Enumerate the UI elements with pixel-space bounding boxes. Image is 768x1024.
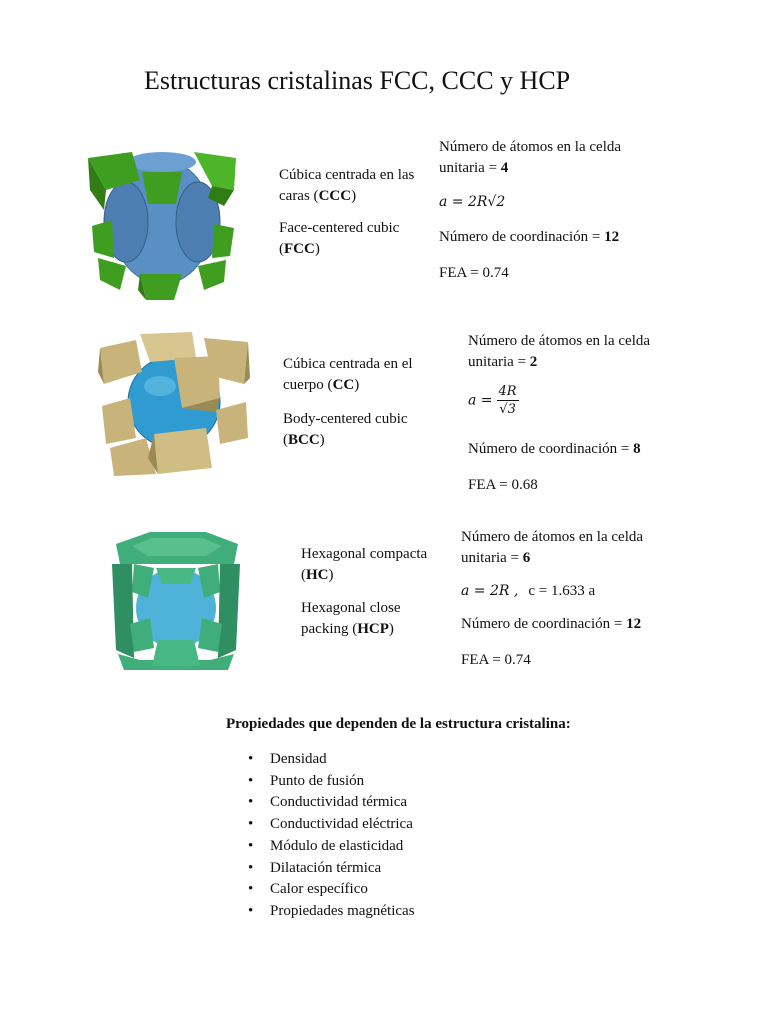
properties-heading: Propiedades que dependen de la estructura cristalina: [226, 716, 571, 732]
list-item: • Punto de fusión [248, 771, 415, 793]
bcc-coordination [468, 439, 641, 460]
list-item: • Dilatación térmica [248, 858, 415, 880]
hcp-formula-c: c = 1.633 a [528, 583, 596, 599]
bcc-atoms [468, 331, 668, 373]
bcc-formula-numerator: 4R [498, 384, 517, 399]
hcp-name-es-abbr: HC [306, 567, 329, 583]
hcp-fea: FEA = 0.74 [461, 652, 531, 668]
hcp-name-es [301, 544, 431, 586]
hcp-formula-a: a = 2R , [461, 583, 519, 599]
list-item: • Calor específico [248, 879, 415, 901]
bcc-coord-value: 8 [633, 441, 641, 457]
fcc-fea: FEA = 0.74 [439, 265, 509, 281]
fcc-name-en-text: Face-centered cubic ( [279, 220, 400, 257]
hcp-atoms-label: Número de átomos en la celda unitaria = [461, 529, 644, 566]
list-item: • Densidad [248, 749, 415, 771]
fcc-name-en [279, 218, 419, 260]
bcc-formula-denominator: √3 [499, 402, 516, 417]
bcc-name-es-text: Cúbica centrada en el cuerpo ( [283, 356, 413, 393]
page-title: Estructuras cristalinas FCC, CCC y HCP [144, 66, 571, 95]
bcc-name-en-abbr: BCC [288, 432, 320, 448]
fcc-atoms [439, 137, 639, 179]
hcp-name-es-text: Hexagonal compacta ( [301, 546, 428, 583]
hcp-name-en-suffix: ) [388, 621, 394, 637]
bcc-name-es-suffix: ) [354, 377, 360, 393]
bcc-formula-lhs: a = [468, 392, 493, 409]
bcc-coord-label: Número de coordinación = [468, 441, 634, 457]
bcc-formula [468, 384, 519, 417]
bcc-name-es-abbr: CC [332, 377, 355, 393]
bcc-name-es [283, 354, 423, 396]
hcp-atoms-value: 6 [522, 550, 531, 566]
bcc-name-en-suffix: ) [319, 432, 325, 448]
fcc-coord-value: 12 [604, 229, 620, 245]
fcc-name-en-suffix: ) [314, 241, 320, 257]
hcp-name-en-abbr: HCP [357, 621, 389, 637]
list-item: • Conductividad térmica [248, 792, 415, 814]
hcp-formula [461, 581, 595, 602]
bcc-atoms-label: Número de átomos en la celda unitaria = [468, 333, 651, 370]
fcc-name-es-text: Cúbica centrada en las caras ( [279, 167, 415, 204]
bcc-name-en [283, 409, 413, 451]
hcp-atoms [461, 527, 661, 569]
bcc-name-en-text: Body-centered cubic ( [283, 411, 408, 448]
fcc-name-en-abbr: FCC [284, 241, 315, 257]
fcc-name-es-abbr: CCC [318, 188, 352, 204]
fcc-atoms-label: Número de átomos en la celda unitaria = [439, 139, 622, 176]
hcp-name-es-suffix: ) [328, 567, 334, 583]
hcp-name-en-text: Hexagonal close packing ( [301, 600, 401, 637]
bcc-fea: FEA = 0.68 [468, 477, 538, 493]
fcc-formula: a = 2R√2 [439, 194, 506, 210]
list-item: • Conductividad eléctrica [248, 814, 415, 836]
bcc-unit-cell-image [96, 328, 252, 478]
fcc-coord-label: Número de coordinación = [439, 229, 605, 245]
bcc-formula-fraction [497, 384, 519, 417]
hcp-coord-value: 12 [626, 616, 642, 632]
fcc-atoms-value: 4 [500, 160, 509, 176]
hcp-unit-cell-image [110, 528, 242, 674]
list-item: • Módulo de elasticidad [248, 836, 415, 858]
hcp-coord-label: Número de coordinación = [461, 616, 627, 632]
hcp-coordination [461, 614, 641, 635]
fcc-coordination [439, 227, 619, 248]
fcc-name-es-suffix: ) [351, 188, 357, 204]
hcp-name-en [301, 598, 431, 640]
list-item: • Propiedades magnéticas [248, 901, 415, 923]
fcc-unit-cell-image [84, 140, 240, 302]
properties-list [248, 749, 415, 923]
fcc-name-es-full [279, 165, 419, 207]
bcc-atoms-value: 2 [529, 354, 538, 370]
